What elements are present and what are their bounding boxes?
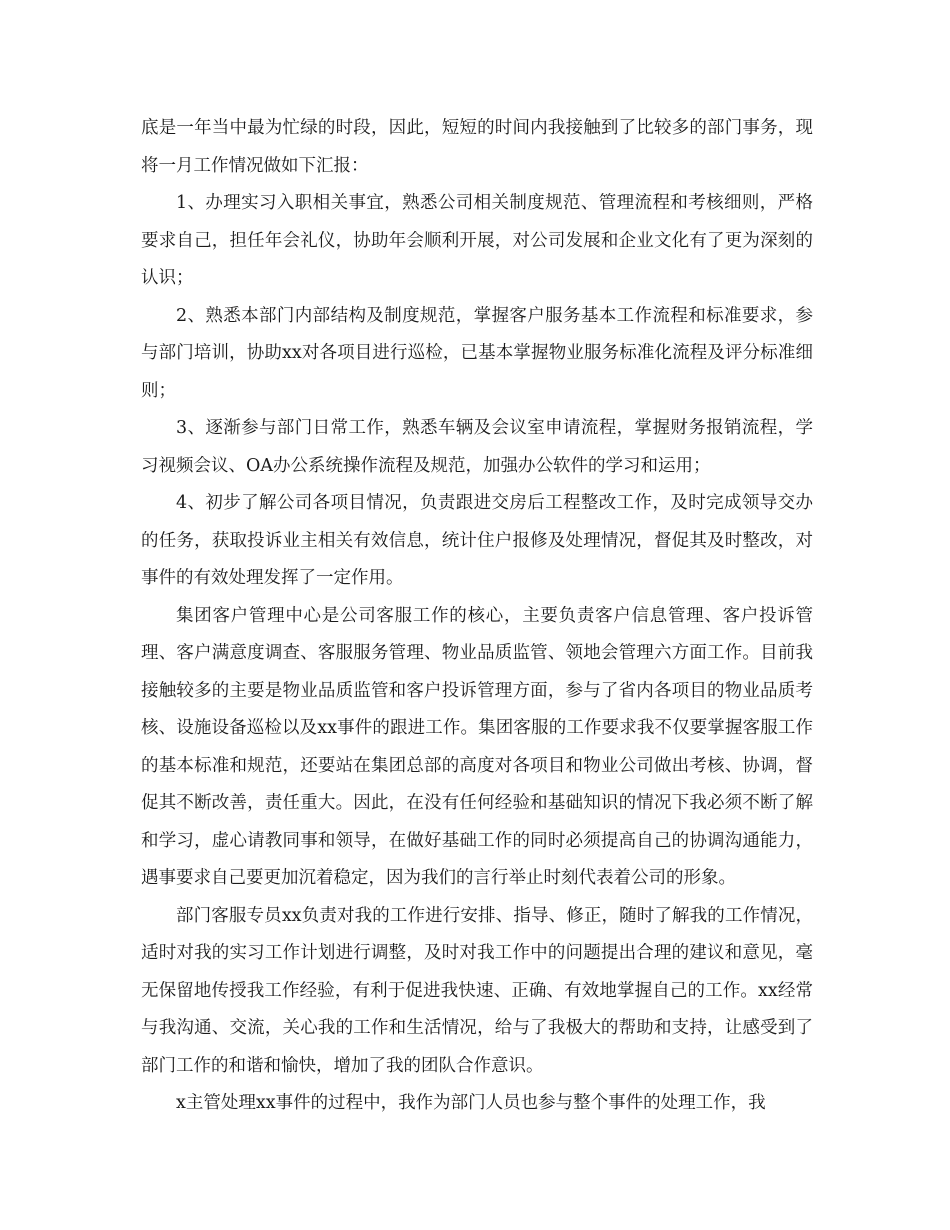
paragraph-item-4: 4、初步了解公司各项目情况，负责跟进交房后工程整改工作，及时完成领导交办的任务，获取投诉业主相关有效信息，统计住户报修及处理情况，督促其及时整改，对事件的有效处理发挥了一定作用。 xyxy=(141,493,813,588)
paragraph-item-3: 3、逐渐参与部门日常工作，熟悉车辆及会议室申请流程，掌握财务报销流程，学习视频会议、OA办公系统操作流程及规范，加强办公软件的学习和运用； xyxy=(141,418,813,476)
paragraph-item-2: 2、熟悉本部门内部结构及制度规范，掌握客户服务基本工作流程和标准要求，参与部门培训，协助xx对各项目进行巡检，已基本掌握物业服务标准化流程及评分标准细则； xyxy=(141,305,813,401)
paragraph-department-specialist: 部门客服专员xx负责对我的工作进行安排、指导、修正，随时了解我的工作情况，适时对我的实习工作计划进行调整，及时对我工作中的问题提出合理的建议和意见，毫无保留地传授我工作经验，有利于促进我快速、正确、有效地掌握自己的工作。xx经常与我沟通、交流，关心我的工作和生活情况，给与了我极大的帮助和支持，让感受到了部门工作的和谐和愉快，增加了我的团队合作意识。 xyxy=(141,905,813,1076)
paragraph-intro: 底是一年当中最为忙绿的时段，因此，短短的时间内我接触到了比较多的部门事务，现将一月工作情况做如下汇报： xyxy=(141,118,813,176)
paragraph-group-center: 集团客户管理中心是公司客服工作的核心，主要负责客户信息管理、客户投诉管理、客户满意度调查、客服服务管理、物业品质监管、领地会管理六方面工作。目前我接触较多的主要是物业品质监管和客户投诉管理方面，参与了省内各项目的物业品质考核、设施设备巡检以及xx事件的跟进工作。集团客服的工作要求我不仅要掌握客服工作的基本标准和规范，还要站在集团总部的高度对各项目和物业公司做出考核、协调，督促其不断改善，责任重大。因此，在没有任何经验和基础知识的情况下我必须不断了解和学习，虚心请教同事和领导，在做好基础工作的同时必须提高自己的协调沟通能力，遇事要求自己要更加沉着稳定，因为我们的言行举止时刻代表着公司的形象。 xyxy=(141,605,813,888)
paragraph-item-1: 1、办理实习入职相关事宜，熟悉公司相关制度规范、管理流程和考核细则，严格要求自己，担任年会礼仪，协助年会顺利开展，对公司发展和企业文化有了更为深刻的认识； xyxy=(141,193,813,288)
paragraph-supervisor: x主管处理xx事件的过程中，我作为部门人员也参与整个事件的处理工作，我 xyxy=(176,1093,766,1113)
document-body xyxy=(141,110,813,1123)
